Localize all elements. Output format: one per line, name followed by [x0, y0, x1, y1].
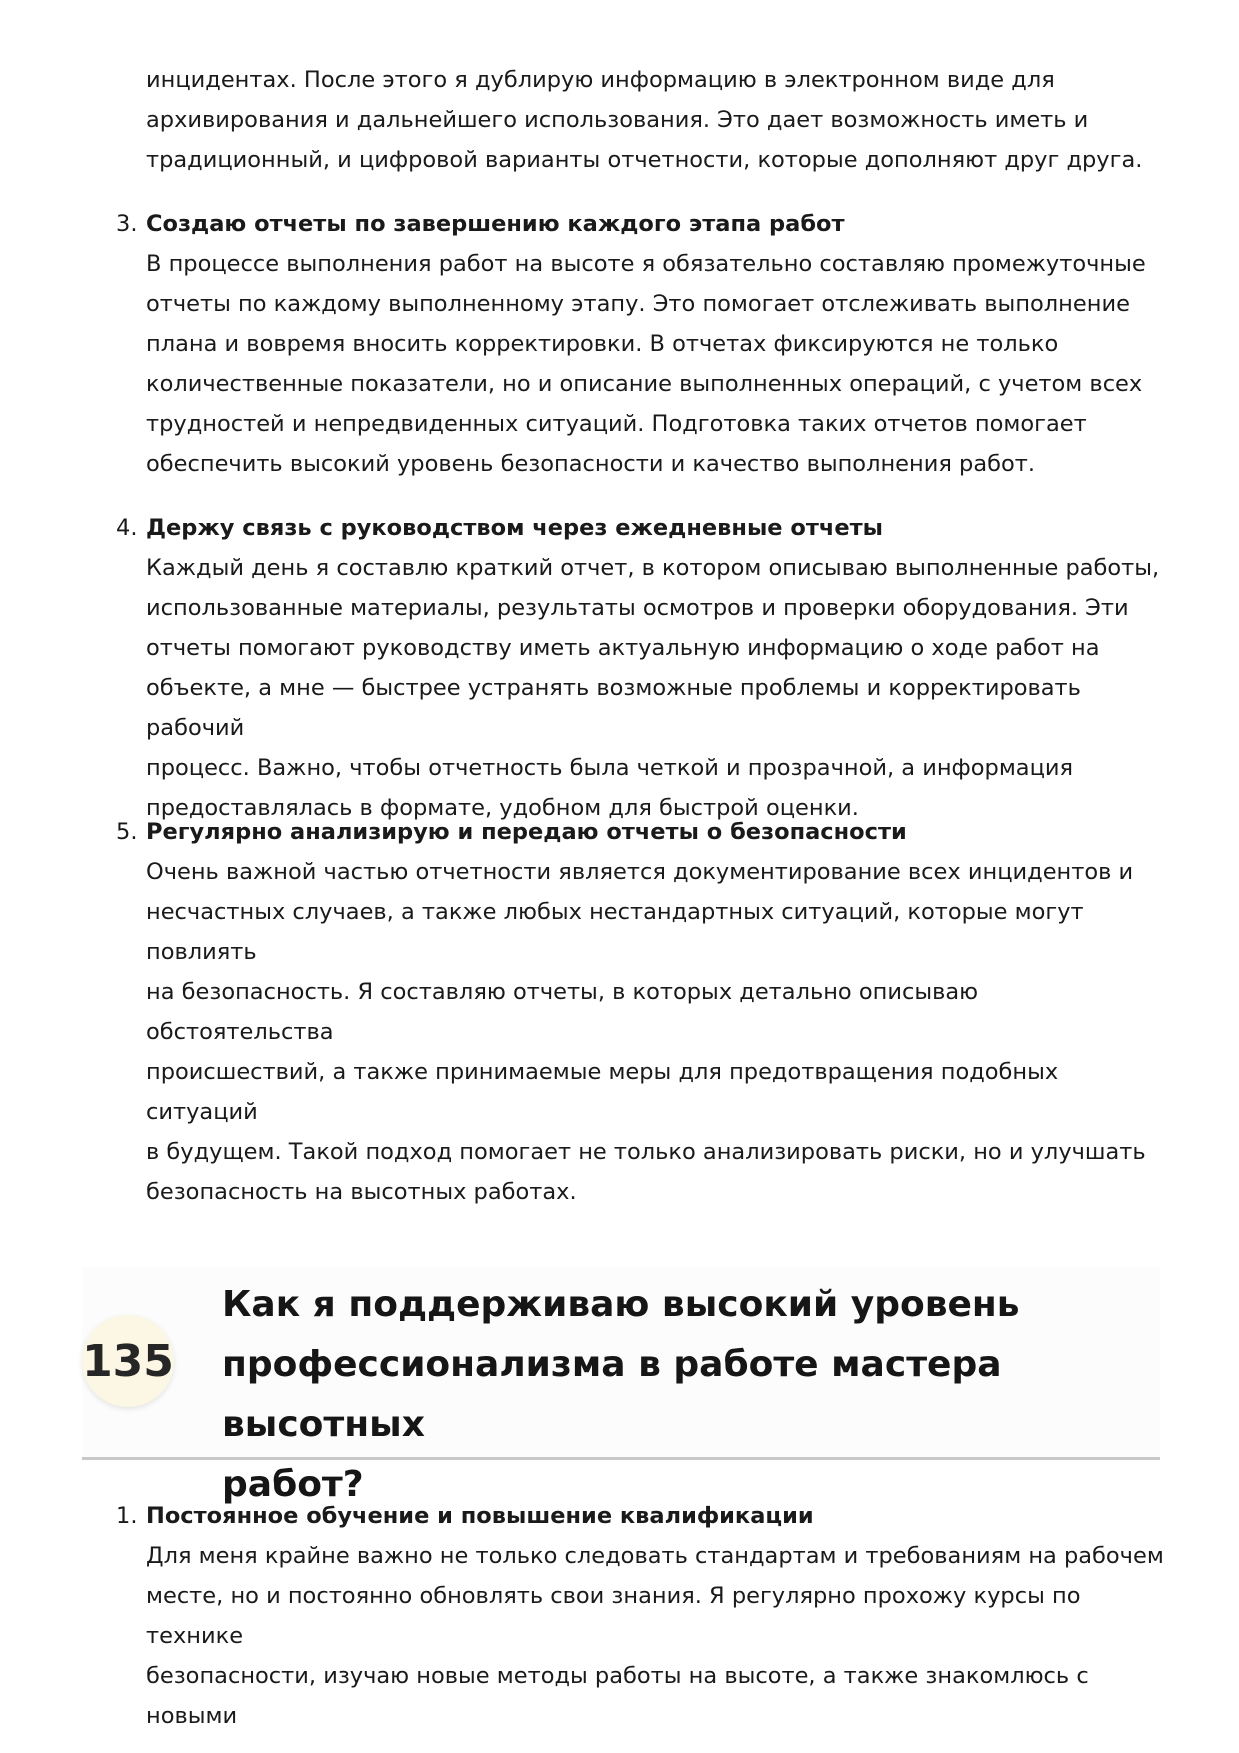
item-number: 3. [116, 211, 138, 237]
item-title: Держу связь с руководством через ежедневные отчеты [146, 515, 883, 541]
item-number: 5. [116, 819, 138, 845]
section-header [82, 1267, 1160, 1505]
list-item-1 [116, 1496, 1166, 1736]
item-number: 4. [116, 515, 138, 541]
item-title: Регулярно анализирую и передаю отчеты о безопасности [146, 819, 907, 845]
section-number-badge: 135 [82, 1315, 174, 1407]
list-item-5 [116, 812, 1166, 1212]
item-title: Создаю отчеты по завершению каждого этапа работ [146, 211, 845, 237]
section-title: Как я поддерживаю высокий уровень профессионализма в работе мастера высотных работ? [222, 1284, 1020, 1505]
item-body: В процессе выполнения работ на высоте я обязательно составляю промежуточные отчеты по каждому выполненному этапу. Это помогает отслеживать выполнение плана и вовремя вносить корректировки. В отчетах фиксируются не только количественные показатели, но и описание выполненных операций, с учетом всех трудностей и непредвиденных ситуаций. Подготовка таких отчетов помогает обеспечить высокий уровень безопасности и качество выполнения работ. [146, 251, 1146, 477]
item-title: Постоянное обучение и повышение квалификации [146, 1503, 814, 1529]
item-body: Для меня крайне важно не только следовать стандартам и требованиям на рабочем месте, но и постоянно обновлять свои знания. Я регулярно прохожу курсы по технике безопасности, изучаю новые методы работы на высоте, а также знакомлюсь с новыми [146, 1543, 1164, 1729]
list-item-3 [116, 204, 1166, 484]
intro-paragraph: инцидентах. После этого я дублирую информацию в электронном виде для архивирования и дальнейшего использования. Это дает возможность иметь и традиционный, и цифровой варианты отчетности, которые дополняют друг друга. [146, 67, 1143, 173]
item-number: 1. [116, 1503, 138, 1529]
list-item-4 [116, 508, 1166, 828]
item-body: Каждый день я составлю краткий отчет, в котором описываю выполненные работы, использованные материалы, результаты осмотров и проверки оборудования. Эти отчеты помогают руководству иметь актуальную информацию о ходе работ на объекте, а мне — быстрее устранять возможные проблемы и корректировать рабочий процесс. Важно, чтобы отчетность была четкой и прозрачной, а информация предоставлялась в формате, удобном для быстрой оценки. [146, 555, 1160, 821]
item-body: Очень важной частью отчетности является документирование всех инцидентов и несчастных случаев, а также любых нестандартных ситуаций, которые могут повлиять на безопасность. Я составляю отчеты, в которых детально описываю обстоятельства происшествий, а также принимаемые меры для предотвращения подобных ситуаций в будущем. Такой подход помогает не только анализировать риски, но и улучшать безопасность на высотных работах. [146, 859, 1146, 1205]
